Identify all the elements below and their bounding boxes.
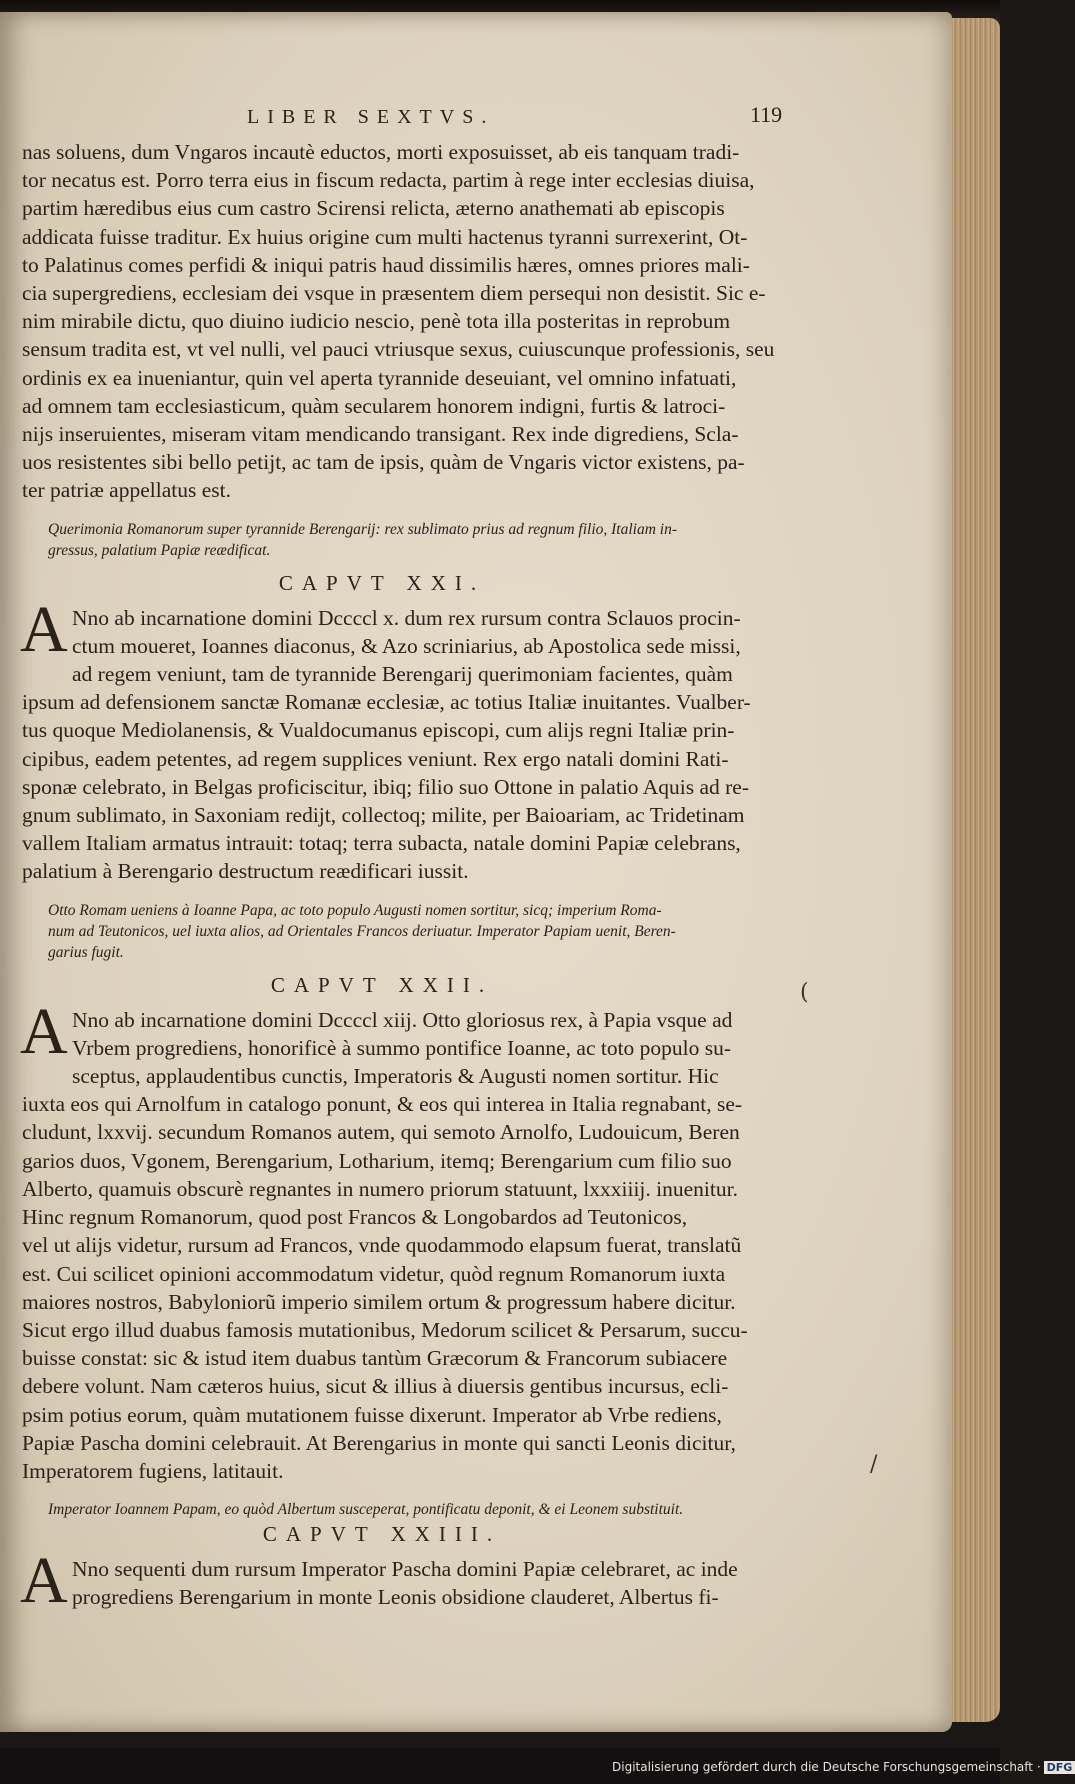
text-line: nas soluens, dum Vngaros incautè eductos, morti exposuisset, ab eis tanquam tradi- [22, 140, 740, 164]
text-line: Hinc regnum Romanorum, quod post Francos & Longobardos ad Teutonicos, [22, 1205, 688, 1230]
chapter-21-text [22, 604, 802, 886]
text-line: progrediens Berengarium in monte Leonis obsidione clauderet, Albertus fi- [72, 1585, 719, 1610]
text-line: psim potius eorum, quàm mutationem fuisse dixerunt. Imperator ab Vrbe rediens, [22, 1402, 722, 1427]
text-line: maiores nostros, Babyloniorũ imperio similem ortum & progressum habere dicitur. [22, 1289, 736, 1314]
text-line: ipsum ad defensionem sanctæ Romanæ ecclesiæ, ac totius Italiæ inuitantes. Vualber- [22, 690, 751, 715]
text-line: palatium à Berengario destructum reædificari iussit. [22, 859, 469, 884]
chapter-heading-21: CAPVT XXI. [278, 570, 486, 595]
text-line: gnum sublimato, in Saxoniam redijt, collectoq; milite, per Baioariam, ac Tridetinam [22, 803, 745, 828]
credit-text: Digitalisierung gefördert durch die Deutsche Forschungsgemeinschaft · [612, 1760, 1041, 1774]
text-line: vallem Italiam armatus intrauit: totaq; terra subacta, natale domini Papiæ celebrans, [22, 831, 741, 856]
chapter-22-text [22, 1006, 802, 1485]
page-number: 119 [750, 102, 783, 127]
text-line: cipibus, eadem petentes, ad regem supplices veniunt. Rex ergo natali domini Rati- [22, 746, 729, 771]
chapter-23-body [20, 1544, 802, 1618]
paragraph-1 [22, 138, 802, 505]
text-line: debere volunt. Nam cæteros huius, sicut & illius à diuersis gentibus incursus, ecli- [22, 1374, 729, 1399]
text-line: ad regem veniunt, tam de tyrannide Berengarij querimoniam facientes, quàm [72, 662, 733, 687]
text-line: Imperatorem fugiens, latitauit. [22, 1458, 284, 1483]
text-line: Vrbem progrediens, honorificè à summo pontifice Ioanne, ac toto populo su- [72, 1035, 732, 1060]
summary-line: num ad Teutonicos, uel iuxta alios, ad Orientales Francos deriuatur. Imperator Papiam uenit, Beren- [48, 922, 676, 940]
text-line: tor necatus est. Porro terra eius in fiscum redacta, partim à rege inter ecclesias diuisa, [22, 168, 755, 193]
text-line: nijs inseruientes, miseram vitam mendicando transigant. Rex inde digrediens, Scla- [22, 422, 739, 447]
chapter-summary-23 [48, 1499, 808, 1520]
chapter-23-text [22, 1555, 802, 1611]
text-line: ad omnem tam ecclesiasticum, quàm secularem honorem indigni, furtis & latroci- [22, 393, 726, 418]
page-text [20, 100, 802, 1618]
chapter-summary-21 [48, 519, 808, 561]
running-title: LIBER SEXTVS. [247, 106, 495, 128]
text-line: vel ut alijs videtur, rursum ad Francos, vnde quodammodo elapsum fuerat, translatũ [22, 1233, 742, 1258]
text-line: buisse constat: sic & istud item duabus tantùm Græcorum & Francorum subiacere [22, 1346, 728, 1371]
dfg-logo: DFG [1044, 1761, 1075, 1774]
text-line: Alberto, quamuis obscurè regnantes in numero priorum statuunt, lxxxiiij. inuenitur. [22, 1176, 738, 1201]
text-line: Sicut ergo illud duabus famosis mutationibus, Medorum scilicet & Persarum, succu- [22, 1317, 748, 1342]
margin-stroke-mark: / [870, 1452, 878, 1477]
text-line: Nno ab incarnatione domini Dccccl xiij. Otto gloriosus rex, à Papia vsque ad [72, 1007, 733, 1032]
chapter-summary-22 [48, 900, 808, 963]
text-line: sponæ celebrato, in Belgas proficiscitur, ibiq; filio suo Ottone in palatio Aquis ad re- [22, 774, 750, 799]
text-line: Nno sequenti dum rursum Imperator Pascha domini Papiæ celebraret, ac inde [72, 1557, 738, 1582]
text-line: iuxta eos qui Arnolfum in catalogo ponunt, & eos qui interea in Italia regnabant, se- [22, 1092, 743, 1117]
text-line: ctum moueret, Ioannes diaconus, & Azo scriniarius, ab Apostolica sede missi, [72, 633, 741, 658]
text-line: uos resistentes sibi bello petijt, ac tam de ipsis, quàm de Vngaris victor existens, pa- [22, 450, 745, 475]
text-line: cludunt, lxxvij. secundum Romanos autem, qui semoto Arnolfo, Ludouicum, Beren [22, 1120, 740, 1145]
text-line: cia supergrediens, ecclesiam dei vsque in præsentem diem persequi non desistit. Sic e- [22, 281, 766, 306]
summary-line: gressus, palatium Papiæ reædificat. [48, 541, 271, 559]
digitization-credit [612, 1760, 1075, 1774]
text-line: Papiæ Pascha domini celebrauit. At Berengarius in monte qui sancti Leonis dicitur, [22, 1430, 736, 1455]
summary-line: garius fugit. [48, 943, 124, 961]
chapter-heading-23: CAPVT XXIII. [262, 1522, 502, 1547]
running-head [22, 100, 802, 138]
drop-initial: A [20, 994, 68, 1068]
text-line: ter patriæ appellatus est. [22, 478, 231, 503]
text-line: to Palatinus comes perfidi & iniqui patris haud dissimilis hæres, omnes priores mali- [22, 252, 750, 277]
text-line: est. Cui scilicet opinioni accommodatum videtur, quòd regnum Romanorum iuxta [22, 1261, 726, 1286]
text-line: partim hæredibus eius cum castro Scirensi relicta, æterno anathemati ab episcopis [22, 196, 725, 221]
text-line: sceptus, applaudentibus cunctis, Imperatoris & Augusti nomen sortitur. Hic [72, 1064, 719, 1089]
drop-initial: A [20, 1544, 68, 1618]
chapter-heading-22: CAPVT XXII. [270, 972, 494, 997]
text-line: Nno ab incarnatione domini Dccccl x. dum rex rursum contra Sclauos procin- [72, 605, 741, 630]
drop-initial: A [20, 592, 68, 666]
margin-bracket-mark: ( [800, 980, 809, 1005]
text-line: garios duos, Vgonem, Berengarium, Lotharium, itemq; Berengarium cum filio suo [22, 1148, 732, 1173]
text-line: nim mirabile dictu, quo diuino iudicio nescio, penè tota illa posteritas in reprobum [22, 309, 731, 334]
text-line: ordinis ex ea inueniantur, quin vel aperta tyrannide deseuiant, vel omnino infatuati, [22, 365, 737, 390]
chapter-22-body [20, 994, 802, 1485]
summary-line: Querimonia Romanorum super tyrannide Berengarij: rex sublimato prius ad regnum filio, Italiam in- [48, 520, 677, 538]
text-line: addicata fuisse traditur. Ex huius origine cum multi hactenus tyranni surrexerint, Ot- [22, 224, 748, 249]
page-edges [952, 18, 1000, 1722]
summary-line: Otto Romam ueniens à Ioanne Papa, ac toto populo Augusti nomen sortitur, sicq; imperium Roma- [48, 901, 662, 919]
chapter-21-body [20, 592, 802, 886]
text-line: sensum tradita est, vt vel nulli, vel pauci vtriusque sexus, cuiuscunque professionis, seu [22, 337, 775, 362]
summary-line: Imperator Ioannem Papam, eo quòd Albertum susceperat, pontificatu deponit, & ei Leonem substituit. [48, 1501, 684, 1519]
text-line: tus quoque Mediolanensis, & Vualdocumanus episcopi, cum alijs regni Italiæ prin- [22, 718, 735, 743]
